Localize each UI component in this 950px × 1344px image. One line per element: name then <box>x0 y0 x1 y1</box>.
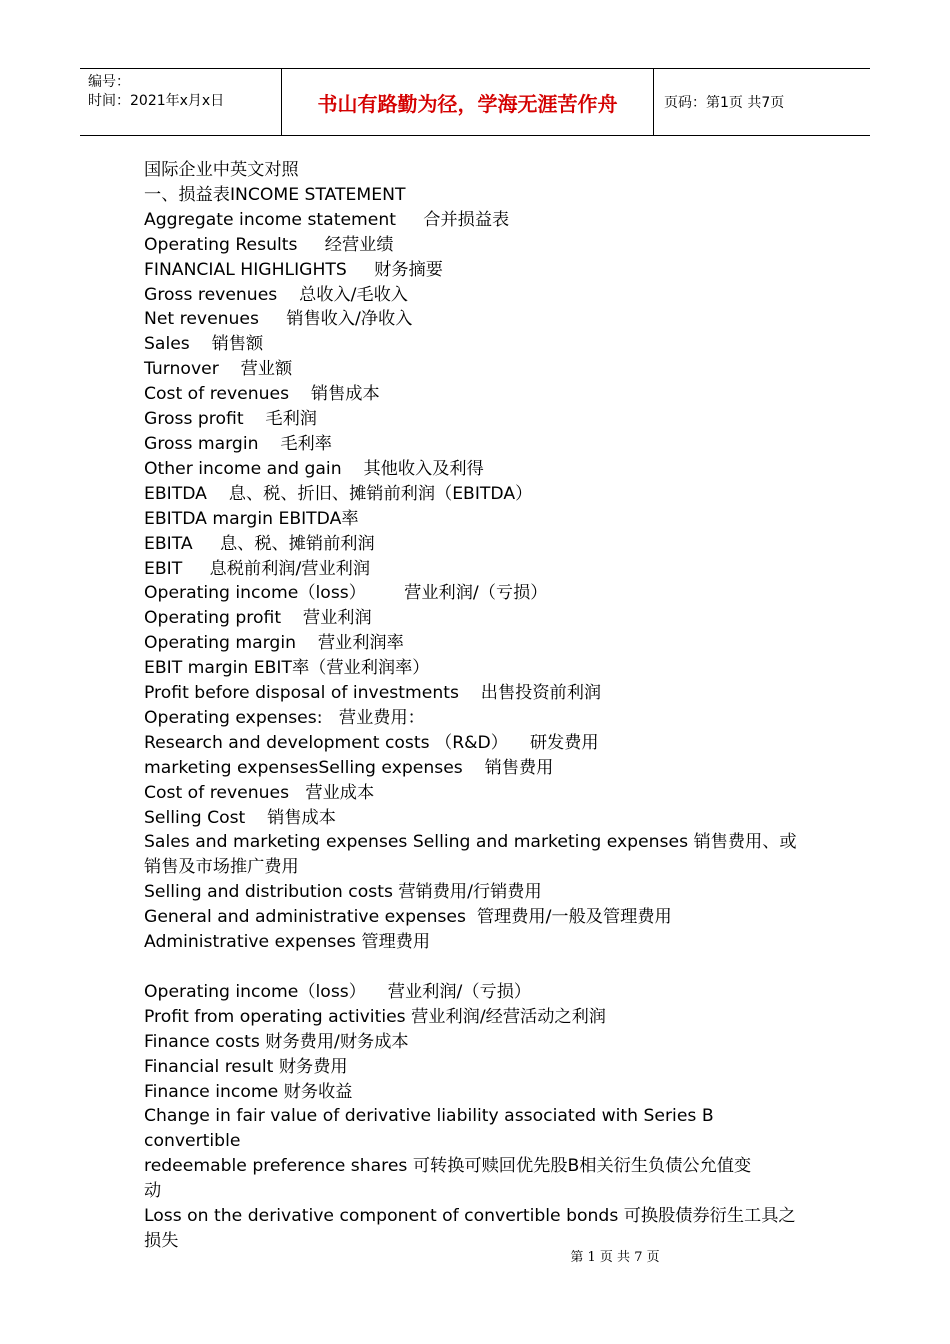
text-line: Operating income（loss） 营业利润/（亏损） <box>144 583 548 604</box>
text-line: Sales 销售额 <box>144 334 264 355</box>
text-line: Profit before disposal of investments 出售投资前利润 <box>144 683 602 704</box>
text-line: 动 <box>144 1181 162 1202</box>
text-line: Aggregate income statement 合并损益表 <box>144 209 510 230</box>
text-line: Financial result 财务费用 <box>144 1056 348 1077</box>
text-line: Operating expenses: 营业费用： <box>144 707 425 728</box>
text-line: EBITA 息、税、摊销前利润 <box>144 533 375 554</box>
text-line: Operating Results 经营业绩 <box>144 234 394 255</box>
page-footer: 第 1 页 共 7 页 <box>570 1250 660 1265</box>
text-line: Operating margin 营业利润率 <box>144 633 404 654</box>
text-line: Finance costs 财务费用/财务成本 <box>144 1031 409 1052</box>
text-line: Cost of revenues 营业成本 <box>144 782 375 803</box>
text-line: EBIT margin EBIT率（营业利润率） <box>144 658 430 679</box>
date-label: 时间：2021年x月x日 <box>88 93 225 109</box>
text-line: Gross profit 毛利润 <box>144 409 317 430</box>
text-line: EBIT 息税前利润/营业利润 <box>144 558 371 579</box>
text-line: FINANCIAL HIGHLIGHTS 财务摘要 <box>144 259 443 280</box>
text-line: Selling and distribution costs 营销费用/行销费用 <box>144 882 542 903</box>
text-line: Operating profit 营业利润 <box>144 608 372 629</box>
document-body <box>144 158 814 1254</box>
text-line: 销售及市场推广费用 <box>144 857 299 878</box>
text-line: EBITDA margin EBITDA率 <box>144 508 359 529</box>
text-line: Gross revenues 总收入/毛收入 <box>144 284 408 305</box>
text-line: Turnover 营业额 <box>144 359 293 380</box>
text-line: Profit from operating activities 营业利润/经营活动之利润 <box>144 1006 606 1027</box>
text-line: Research and development costs （R&D） 研发费用 <box>144 732 599 753</box>
text-line: EBITDA 息、税、折旧、摊销前利润（EBITDA） <box>144 483 533 504</box>
text-line: General and administrative expenses 管理费用/一般及管理费用 <box>144 907 672 928</box>
text-line: Administrative expenses 管理费用 <box>144 932 431 953</box>
text-line: Other income and gain 其他收入及利得 <box>144 458 484 479</box>
serial-number-label: 编号： <box>88 74 130 90</box>
text-line: Gross margin 毛利率 <box>144 433 332 454</box>
text-line: Sales and marketing expenses Selling and marketing expenses 销售费用、或 <box>144 832 797 853</box>
text-line: 一、损益表INCOME STATEMENT <box>144 184 406 205</box>
text-line: Selling Cost 销售成本 <box>144 807 336 828</box>
header-meta-cell <box>80 69 282 135</box>
text-line: Net revenues 销售收入/净收入 <box>144 309 413 330</box>
text-line: Finance income 财务收益 <box>144 1081 353 1102</box>
document-header <box>80 68 870 136</box>
text-line: 损失 <box>144 1230 179 1251</box>
text-line: Operating income（loss） 营业利润/（亏损） <box>144 981 532 1002</box>
text-line: marketing expensesSelling expenses 销售费用 <box>144 757 554 778</box>
text-line: 国际企业中英文对照 <box>144 160 299 180</box>
header-page-info: 页码：第1页 共7页 <box>664 95 785 111</box>
text-line <box>144 955 814 980</box>
text-line: Loss on the derivative component of convertible bonds 可换股债券衍生工具之 <box>144 1206 796 1227</box>
header-motto: 书山有路勤为径，学海无涯苦作舟 <box>282 69 654 135</box>
text-line: redeemable preference shares 可转换可赎回优先股B相关衍生负债公允值变 <box>144 1156 752 1177</box>
text-line: Change in fair value of derivative liability associated with Series B convertible <box>144 1106 720 1152</box>
text-line: Cost of revenues 销售成本 <box>144 384 380 405</box>
